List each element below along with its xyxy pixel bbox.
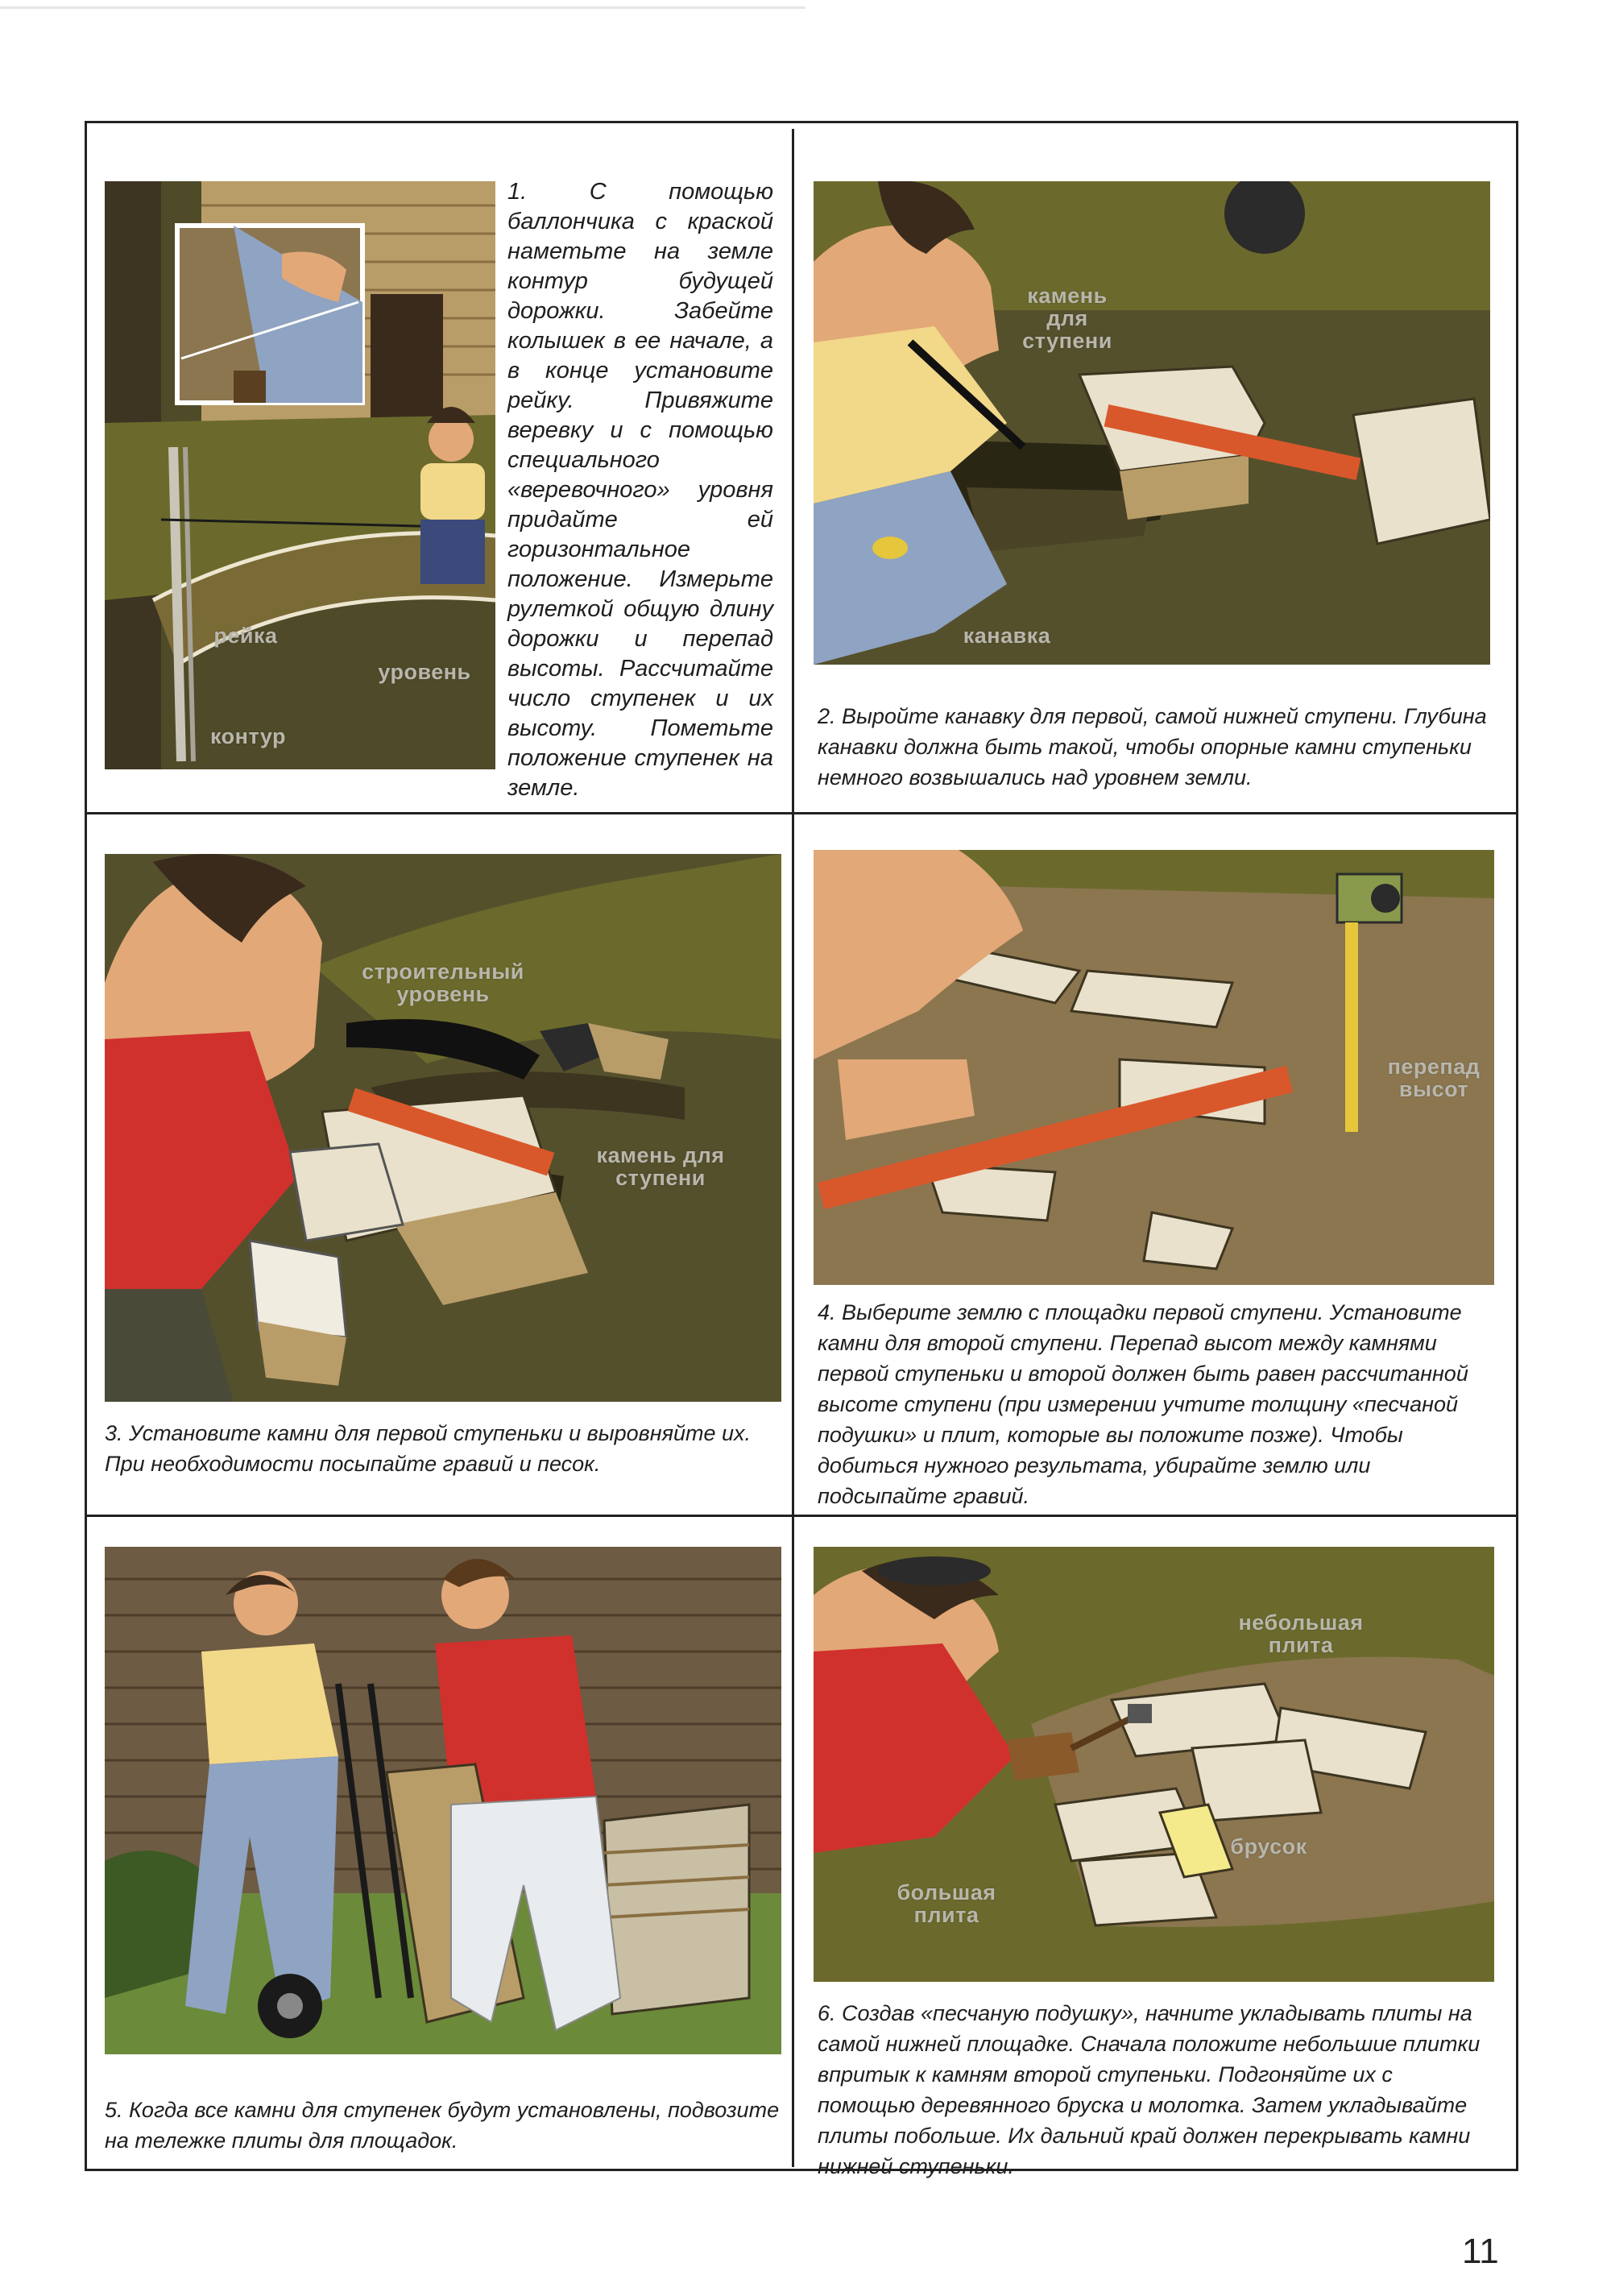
step-3-illustration xyxy=(105,854,781,1402)
vertical-divider xyxy=(792,129,794,2167)
step-2-illustration xyxy=(814,181,1490,665)
label-kanavka: канавка xyxy=(963,624,1051,648)
step-4-caption: 4. Выберите землю с площадки первой ступени. Установите камни для второй ступени. Перепад высот между камнями первой ступеньки и второй должен быть равен рассчитанной высоте ступени (при измерении учтите толщину «песчаной подушки» и плит, которые вы положите позже). Чтобы добиться нужного результата, убирайте землю или подсыпайте гравий. xyxy=(818,1300,1468,1508)
label-stroitelny-uroven: строительный уровень xyxy=(362,959,524,1006)
page-number: 11 xyxy=(1462,2232,1499,2271)
top-edge-line xyxy=(0,6,806,9)
horizontal-divider-2 xyxy=(85,1515,1518,1517)
label-uroven: уровень xyxy=(378,660,471,684)
label-kontur: контур xyxy=(209,724,286,748)
step-6-caption: 6. Создав «песчаную подушку», начните укладывать плиты на самой нижней площадке. Сначала положите небольшие плитки впритык к камням второй ступеньки. Подгоняйте их с помощью деревянного бруска и молотка. Затем укладывайте плиты побольше. Их дальний край должен перекрывать камни нижней ступеньки. xyxy=(818,2001,1481,2178)
label-brusok: брусок xyxy=(1230,1834,1307,1859)
step-1-caption: 1. С помощью баллончика с краской наметьте на земле контур будущей дорожки. Забейте колышек в ее начале, а в конце установите рейку. Привяжите веревку и с помощью специального «веревочного» уровня придайте ей горизонтальное положение. Измерьте рулеткой общую длину дорожки и перепад высоты. Рассчитайте число ступенек и их высоту. Пометьте положение ступенек на земле. xyxy=(507,179,773,801)
horizontal-divider-1 xyxy=(85,812,1518,814)
label-nebolshaya-plita: небольшая плита xyxy=(1238,1610,1364,1657)
step-5-illustration xyxy=(105,1547,781,2054)
label-bolshaya-plita: большая плита xyxy=(897,1880,996,1927)
label-kamen-dlya-stupeni: камень для ступени xyxy=(1022,284,1112,353)
step-2-caption: 2. Выройте канавку для первой, самой нижней ступени. Глубина канавки должна быть такой, чтобы опорные камни ступеньки немного возвышались над уровнем земли. xyxy=(818,704,1487,790)
step-5-caption: 5. Когда все камни для ступенек будут установлены, подвозите на тележке плиты для площадок. xyxy=(105,2098,780,2153)
step-3-caption: 3. Установите камни для первой ступеньки и выровняйте их. При необходимости посыпайте гравий и песок. xyxy=(105,1421,752,1476)
label-perepad-vysot: перепад высот xyxy=(1387,1055,1481,1101)
label-kamen-dlya-stupeni-2: камень для ступени xyxy=(596,1143,725,1190)
label-reyka: рейка xyxy=(213,624,278,648)
